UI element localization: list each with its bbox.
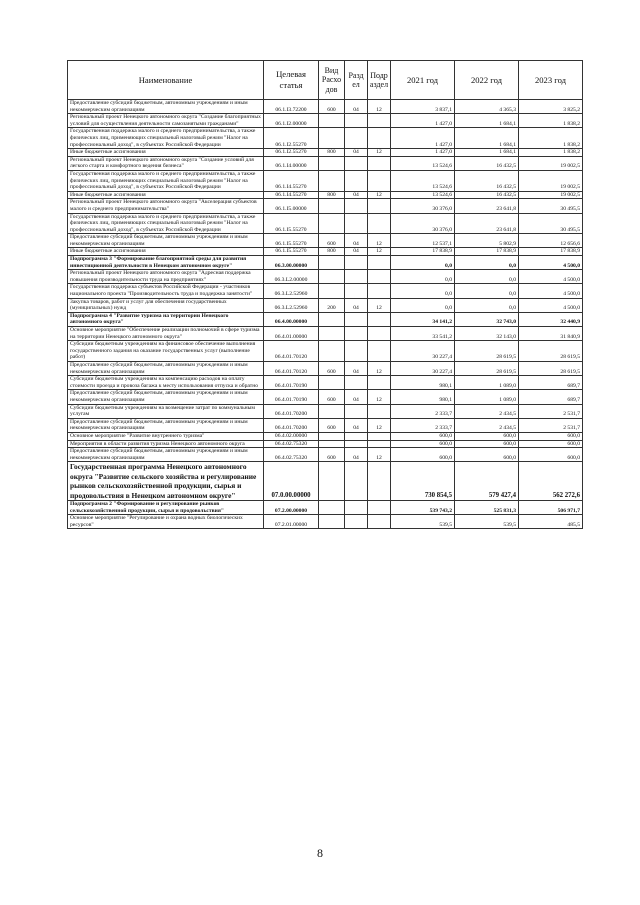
row-subsection — [368, 462, 391, 501]
row-subsection — [368, 376, 391, 390]
row-value-2023: 1 838,2 — [519, 149, 583, 157]
row-value-2021: 539,5 — [391, 515, 455, 529]
row-target-code: 06.1.I4.00000 — [264, 156, 319, 170]
row-subsection: 12 — [368, 418, 391, 432]
row-section: 04 — [345, 191, 368, 199]
row-kind — [319, 170, 345, 191]
row-value-2022: 0,0 — [455, 298, 519, 312]
row-name: Государственная поддержка малого и среднего предпринимательства, а также физических лиц, применяющих специальный налоговый режим "Налог на профессиональный доход", в субъектах Российской Федерации — [68, 128, 264, 149]
row-value-2021: 30 227,4 — [391, 341, 455, 362]
header-2022: 2022 год — [455, 61, 519, 100]
row-section — [345, 270, 368, 284]
row-value-2021: 1 427,0 — [391, 149, 455, 157]
row-subsection: 12 — [368, 298, 391, 312]
row-value-2021: 13 524,6 — [391, 156, 455, 170]
table-row — [68, 149, 583, 157]
row-kind — [319, 128, 345, 149]
row-value-2021: 0,0 — [391, 284, 455, 298]
table-row — [68, 284, 583, 298]
row-subsection: 12 — [368, 191, 391, 199]
row-value-2023: 19 002,5 — [519, 156, 583, 170]
row-subsection — [368, 312, 391, 326]
row-value-2021: 17 838,9 — [391, 248, 455, 256]
row-target-code: 06.1.I2.00000 — [264, 114, 319, 128]
row-target-code: 06.3.L2.52960 — [264, 284, 319, 298]
row-section: 04 — [345, 361, 368, 375]
row-kind — [319, 256, 345, 270]
row-kind — [319, 404, 345, 418]
table-header-row — [68, 61, 583, 100]
row-value-2023: 30 495,5 — [519, 213, 583, 234]
row-target-code: 06.4.00.00000 — [264, 312, 319, 326]
row-value-2021: 1 427,0 — [391, 114, 455, 128]
row-value-2021: 0,0 — [391, 298, 455, 312]
row-target-code: 06.4.01.70120 — [264, 341, 319, 362]
row-section: 04 — [345, 390, 368, 404]
row-value-2023: 4 500,0 — [519, 284, 583, 298]
row-section — [345, 114, 368, 128]
header-target: Целевая статья — [264, 61, 319, 100]
row-kind — [319, 213, 345, 234]
row-value-2021: 30 227,4 — [391, 361, 455, 375]
row-section — [345, 404, 368, 418]
table-body — [68, 100, 583, 529]
row-value-2021: 30 376,0 — [391, 199, 455, 213]
table-row — [68, 298, 583, 312]
row-target-code: 06.4.01.70190 — [264, 390, 319, 404]
row-target-code: 06.1.I4.55270 — [264, 191, 319, 199]
row-subsection — [368, 341, 391, 362]
row-kind — [319, 327, 345, 341]
row-value-2021: 0,0 — [391, 270, 455, 284]
page-number: 8 — [317, 846, 323, 860]
table-row — [68, 515, 583, 529]
table-row — [68, 234, 583, 248]
table-row — [68, 462, 583, 501]
header-section: Разд ел — [345, 61, 368, 100]
header-subsection: Подр аздел — [368, 61, 391, 100]
row-kind — [319, 432, 345, 440]
table-row — [68, 341, 583, 362]
row-value-2023: 28 619,5 — [519, 341, 583, 362]
row-value-2023: 2 531,7 — [519, 404, 583, 418]
row-kind — [319, 156, 345, 170]
row-section — [345, 128, 368, 149]
table-row — [68, 376, 583, 390]
row-value-2022: 16 432,5 — [455, 156, 519, 170]
row-name: Предоставление субсидий бюджетным, автономным учреждениям и иным некоммерческим организациям — [68, 234, 264, 248]
row-kind — [319, 376, 345, 390]
row-kind: 600 — [319, 361, 345, 375]
row-target-code: 06.1.I5.55270 — [264, 248, 319, 256]
row-value-2023: 2 531,7 — [519, 418, 583, 432]
row-value-2022: 28 619,5 — [455, 361, 519, 375]
row-name: Региональный проект Ненецкого автономного округа "Создание условий для легкого старта и комфортного ведения бизнеса" — [68, 156, 264, 170]
row-value-2022: 23 641,8 — [455, 199, 519, 213]
row-value-2022: 32 743,0 — [455, 312, 519, 326]
row-kind — [319, 515, 345, 529]
row-value-2023: 1 838,2 — [519, 114, 583, 128]
table-row — [68, 199, 583, 213]
row-value-2021: 600,0 — [391, 448, 455, 462]
row-value-2022: 1 684,1 — [455, 128, 519, 149]
row-subsection — [368, 199, 391, 213]
row-value-2022: 539,5 — [455, 515, 519, 529]
row-target-code: 06.3.00.00000 — [264, 256, 319, 270]
budget-table-container — [67, 60, 582, 529]
row-subsection: 12 — [368, 234, 391, 248]
row-target-code: 06.4.02.75320 — [264, 448, 319, 462]
table-row — [68, 448, 583, 462]
row-subsection — [368, 500, 391, 514]
row-name: Предоставление субсидий бюджетным, автономным учреждениям и иным некоммерческим организациям — [68, 361, 264, 375]
row-target-code: 06.1.I4.55270 — [264, 170, 319, 191]
row-target-code: 06.3.L2.52960 — [264, 298, 319, 312]
row-subsection — [368, 213, 391, 234]
row-subsection — [368, 432, 391, 440]
row-value-2023: 28 619,5 — [519, 361, 583, 375]
row-name: Мероприятия в области развития туризма Ненецкого автономного округа — [68, 440, 264, 448]
row-value-2021: 980,1 — [391, 390, 455, 404]
row-section: 04 — [345, 149, 368, 157]
row-subsection: 12 — [368, 248, 391, 256]
table-row — [68, 170, 583, 191]
table-row — [68, 156, 583, 170]
row-target-code: 07.2.00.00000 — [264, 500, 319, 514]
row-value-2023: 17 838,9 — [519, 248, 583, 256]
table-row — [68, 390, 583, 404]
row-value-2022: 16 432,5 — [455, 170, 519, 191]
row-subsection — [368, 128, 391, 149]
row-subsection: 12 — [368, 448, 391, 462]
row-target-code: 07.0.00.00000 — [264, 462, 319, 501]
row-name: Предоставление субсидий бюджетным, автономным учреждениям и иным некоммерческим организациям — [68, 448, 264, 462]
row-value-2022: 579 427,4 — [455, 462, 519, 501]
row-value-2023: 3 825,2 — [519, 100, 583, 114]
row-subsection — [368, 156, 391, 170]
row-name: Субсидии бюджетным учреждениям на компенсацию расходов на оплату стоимости проезда и провоза багажа к месту использования отпуска и обратно — [68, 376, 264, 390]
row-target-code: 06.1.I2.55270 — [264, 149, 319, 157]
table-row — [68, 312, 583, 326]
row-target-code: 06.4.01.70200 — [264, 404, 319, 418]
row-section — [345, 515, 368, 529]
row-subsection — [368, 327, 391, 341]
row-name: Подпрограмма 4 "Развитие туризма на территории Ненецкого автономного округа" — [68, 312, 264, 326]
table-row — [68, 256, 583, 270]
row-value-2023: 32 440,9 — [519, 312, 583, 326]
row-kind: 800 — [319, 149, 345, 157]
row-section — [345, 170, 368, 191]
row-value-2022: 23 641,8 — [455, 213, 519, 234]
table-row — [68, 500, 583, 514]
row-subsection — [368, 440, 391, 448]
row-name: Региональный проект Ненецкого автономного округа "Адресная поддержка повышения производительности труда на предприятиях" — [68, 270, 264, 284]
row-target-code: 06.4.01.70190 — [264, 376, 319, 390]
row-section — [345, 284, 368, 298]
row-kind: 600 — [319, 390, 345, 404]
row-target-code: 06.1.I5.55270 — [264, 234, 319, 248]
row-value-2021: 730 854,5 — [391, 462, 455, 501]
row-section — [345, 213, 368, 234]
row-value-2021: 13 524,6 — [391, 191, 455, 199]
row-value-2022: 16 432,5 — [455, 191, 519, 199]
row-name: Субсидии бюджетным учреждениям на возмещение затрат по коммунальным услугам — [68, 404, 264, 418]
row-value-2022: 1 684,1 — [455, 149, 519, 157]
row-kind: 800 — [319, 191, 345, 199]
row-section: 04 — [345, 448, 368, 462]
row-value-2023: 4 500,0 — [519, 298, 583, 312]
row-name: Подпрограмма 2 "Формирование и регулирование рынков сельскохозяйственной продукции, сырья и продовольствия" — [68, 500, 264, 514]
row-value-2023: 1 838,2 — [519, 128, 583, 149]
row-value-2022: 17 838,9 — [455, 248, 519, 256]
table-row — [68, 114, 583, 128]
table-row — [68, 440, 583, 448]
row-value-2023: 31 840,9 — [519, 327, 583, 341]
row-value-2021: 30 376,0 — [391, 213, 455, 234]
table-row — [68, 213, 583, 234]
row-value-2023: 19 002,5 — [519, 191, 583, 199]
row-value-2021: 2 333,7 — [391, 418, 455, 432]
table-row — [68, 361, 583, 375]
table-row — [68, 418, 583, 432]
row-value-2022: 4 365,3 — [455, 100, 519, 114]
table-row — [68, 248, 583, 256]
row-subsection — [368, 515, 391, 529]
row-subsection — [368, 404, 391, 418]
row-kind: 800 — [319, 248, 345, 256]
header-kind: Вид Расхо дов — [319, 61, 345, 100]
row-value-2023: 19 002,5 — [519, 170, 583, 191]
row-value-2021: 0,0 — [391, 256, 455, 270]
row-name: Иные бюджетные ассигнования — [68, 191, 264, 199]
row-target-code: 06.4.01.00000 — [264, 327, 319, 341]
row-kind — [319, 500, 345, 514]
row-target-code: 06.1.I5.55270 — [264, 213, 319, 234]
row-section: 04 — [345, 248, 368, 256]
row-value-2022: 2 434,5 — [455, 404, 519, 418]
row-subsection — [368, 270, 391, 284]
row-value-2023: 600,0 — [519, 432, 583, 440]
row-subsection — [368, 114, 391, 128]
row-name: Основное мероприятие "Регулирование и охрана водных биологических ресурсов" — [68, 515, 264, 529]
row-section — [345, 312, 368, 326]
row-name: Основное мероприятие "Обеспечение реализации полномочий в сфере туризма на территории Ненецкого автономного округа" — [68, 327, 264, 341]
row-kind — [319, 199, 345, 213]
row-section: 04 — [345, 298, 368, 312]
row-name: Подпрограмма 3 "Формирование благоприятной среды для развития инвестиционной деятельности в Ненецком автономном округе" — [68, 256, 264, 270]
row-value-2022: 1 684,1 — [455, 114, 519, 128]
header-2023: 2023 год — [519, 61, 583, 100]
row-target-code: 06.3.L2.00000 — [264, 270, 319, 284]
row-section — [345, 376, 368, 390]
row-value-2022: 28 619,5 — [455, 341, 519, 362]
row-kind: 600 — [319, 234, 345, 248]
row-value-2022: 0,0 — [455, 270, 519, 284]
row-subsection: 12 — [368, 390, 391, 404]
row-value-2021: 1 427,0 — [391, 128, 455, 149]
row-subsection — [368, 284, 391, 298]
row-section — [345, 462, 368, 501]
row-subsection: 12 — [368, 100, 391, 114]
row-name: Региональный проект Ненецкого автономного округа "Акселерация субъектов малого и среднего предпринимательства" — [68, 199, 264, 213]
row-name: Субсидии бюджетным учреждениям на финансовое обеспечение выполнения государственного задания на оказание государственных услуг (выполнение работ) — [68, 341, 264, 362]
row-value-2022: 0,0 — [455, 256, 519, 270]
row-name: Иные бюджетные ассигнования — [68, 149, 264, 157]
row-target-code: 06.4.02.00000 — [264, 432, 319, 440]
row-value-2022: 1 089,0 — [455, 376, 519, 390]
table-row — [68, 100, 583, 114]
row-target-code: 07.2.01.00000 — [264, 515, 319, 529]
row-value-2021: 600,0 — [391, 440, 455, 448]
row-section — [345, 341, 368, 362]
row-section — [345, 500, 368, 514]
row-value-2023: 4 500,0 — [519, 256, 583, 270]
row-name: Государственная поддержка малого и среднего предпринимательства, а также физических лиц, применяющих специальный налоговый режим "Налог на профессиональный доход", в субъектах Российской Федерации — [68, 213, 264, 234]
row-name: Основное мероприятие "Развитие внутреннего туризма" — [68, 432, 264, 440]
row-value-2022: 1 089,0 — [455, 390, 519, 404]
row-kind — [319, 270, 345, 284]
row-value-2022: 600,0 — [455, 448, 519, 462]
row-kind: 600 — [319, 448, 345, 462]
row-value-2022: 600,0 — [455, 440, 519, 448]
row-value-2022: 5 802,9 — [455, 234, 519, 248]
row-section: 04 — [345, 418, 368, 432]
row-name: Закупка товаров, работ и услуг для обеспечения государственных (муниципальных) нужд — [68, 298, 264, 312]
row-name: Иные бюджетные ассигнования — [68, 248, 264, 256]
row-target-code: 06.1.I2.55270 — [264, 128, 319, 149]
row-name: Предоставление субсидий бюджетным, автономным учреждениям и иным некоммерческим организациям — [68, 390, 264, 404]
table-row — [68, 270, 583, 284]
row-value-2023: 600,0 — [519, 448, 583, 462]
row-target-code: 06.4.01.70200 — [264, 418, 319, 432]
row-value-2021: 34 141,2 — [391, 312, 455, 326]
row-kind — [319, 284, 345, 298]
row-subsection: 12 — [368, 149, 391, 157]
table-row — [68, 432, 583, 440]
row-value-2021: 980,1 — [391, 376, 455, 390]
row-name: Государственная программа Ненецкого автономного округа "Развитие сельского хозяйства и регулирование рынков сельскохозяйственной продукции, сырья и продовольствия в Ненецком автономном округе" — [68, 462, 264, 501]
row-value-2023: 600,0 — [519, 440, 583, 448]
header-name: Наименование — [68, 61, 264, 100]
row-value-2022: 2 434,5 — [455, 418, 519, 432]
row-value-2021: 539 743,2 — [391, 500, 455, 514]
row-target-code: 06.1.I3.72200 — [264, 100, 319, 114]
row-target-code: 06.1.I5.00000 — [264, 199, 319, 213]
row-value-2022: 32 143,0 — [455, 327, 519, 341]
row-kind — [319, 462, 345, 501]
row-kind: 600 — [319, 418, 345, 432]
table-row — [68, 191, 583, 199]
row-name: Государственная поддержка субъектов Российской Федерации - участников национального проекта "Производительность труда и поддержка занятости" — [68, 284, 264, 298]
row-value-2021: 3 837,1 — [391, 100, 455, 114]
row-name: Предоставление субсидий бюджетным, автономным учреждениям и иным некоммерческим организациям — [68, 418, 264, 432]
row-section — [345, 156, 368, 170]
row-section — [345, 432, 368, 440]
row-section — [345, 440, 368, 448]
row-value-2021: 13 524,6 — [391, 170, 455, 191]
row-value-2022: 600,0 — [455, 432, 519, 440]
row-value-2023: 506 971,7 — [519, 500, 583, 514]
row-value-2021: 600,0 — [391, 432, 455, 440]
row-kind — [319, 341, 345, 362]
row-section: 04 — [345, 234, 368, 248]
row-value-2021: 12 537,1 — [391, 234, 455, 248]
row-name: Региональный проект Ненецкого автономного округа "Создание благоприятных условий для осуществления деятельности самозанятыми гражданами" — [68, 114, 264, 128]
row-kind — [319, 114, 345, 128]
row-value-2022: 0,0 — [455, 284, 519, 298]
row-section — [345, 199, 368, 213]
row-kind — [319, 440, 345, 448]
row-value-2023: 12 656,6 — [519, 234, 583, 248]
row-value-2021: 2 333,7 — [391, 404, 455, 418]
row-subsection: 12 — [368, 361, 391, 375]
row-value-2022: 525 831,3 — [455, 500, 519, 514]
row-kind: 200 — [319, 298, 345, 312]
row-section: 04 — [345, 100, 368, 114]
row-value-2023: 4 500,0 — [519, 270, 583, 284]
row-name: Государственная поддержка малого и среднего предпринимательства, а также физических лиц, применяющих специальный налоговый режим "Налог на профессиональный доход", в субъектах Российской Федерации — [68, 170, 264, 191]
row-value-2021: 33 541,2 — [391, 327, 455, 341]
row-value-2023: 30 495,5 — [519, 199, 583, 213]
row-value-2023: 485,5 — [519, 515, 583, 529]
row-kind: 600 — [319, 100, 345, 114]
row-target-code: 06.4.01.70120 — [264, 361, 319, 375]
budget-table — [67, 60, 583, 529]
table-row — [68, 327, 583, 341]
table-row — [68, 404, 583, 418]
header-2021: 2021 год — [391, 61, 455, 100]
row-value-2023: 689,7 — [519, 390, 583, 404]
row-subsection — [368, 170, 391, 191]
row-name: Предоставление субсидий бюджетным, автономным учреждениям и иным некоммерческим организациям — [68, 100, 264, 114]
row-subsection — [368, 256, 391, 270]
table-row — [68, 128, 583, 149]
row-value-2023: 562 272,6 — [519, 462, 583, 501]
row-kind — [319, 312, 345, 326]
row-section — [345, 327, 368, 341]
row-section — [345, 256, 368, 270]
row-target-code: 06.4.02.75320 — [264, 440, 319, 448]
row-value-2023: 689,7 — [519, 376, 583, 390]
